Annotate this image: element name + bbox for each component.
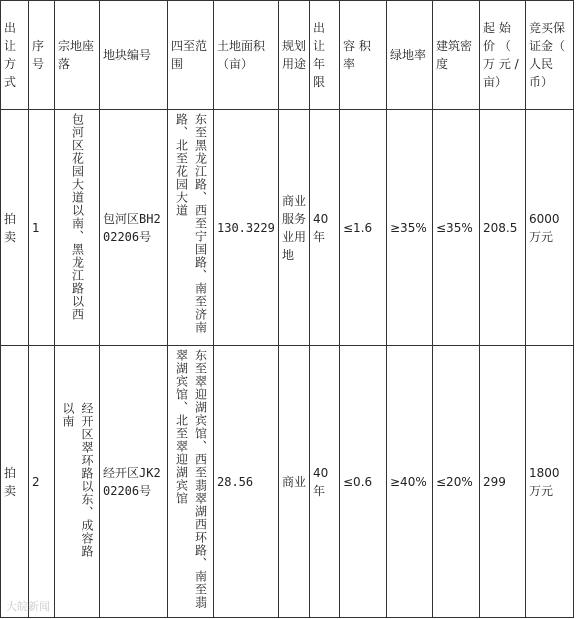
cell-deposit: 6000万元 [526,110,574,346]
cell-use: 商业 [279,346,310,618]
cell-boundary [168,346,214,618]
header-boundary: 四至范围 [168,1,214,110]
watermark-logo: 大皖新闻 [6,600,50,613]
header-area: 土地面积（亩） [214,1,279,110]
location-text: 包河区花园大道以南、黑龙江路以西 [70,112,85,321]
boundary-text: 东至翠迎湖宾馆、西至翡翠湖西环路、南至翡翠湖宾馆、北至翠迎湖宾馆 [174,348,208,609]
header-use: 规划用途 [279,1,310,110]
header-parcel-no: 地块编号 [100,1,168,110]
header-far: 容 积 率 [340,1,387,110]
cell-start-price: 208.5 [480,110,526,346]
cell-boundary [168,110,214,346]
cell-use: 商业服务业用地 [279,110,310,346]
cell-parcel-no: 包河区BH202206号 [100,110,168,346]
header-green: 绿地率 [387,1,433,110]
header-seq: 序号 [29,1,55,110]
header-start-price: 起 始 价 （ 万 元 / 亩） [480,1,526,110]
cell-location [55,346,100,618]
cell-green: ≥40% [387,346,433,618]
cell-term: 40年 [310,346,340,618]
header-row [1,1,574,110]
cell-method: 拍卖 [1,110,29,346]
cell-seq: 1 [29,110,55,346]
table-row [1,110,574,346]
header-density: 建筑密度 [433,1,480,110]
cell-far: ≤0.6 [340,346,387,618]
cell-far: ≤1.6 [340,110,387,346]
location-text: 经开区翠环路以东、成容路以南 [61,401,94,558]
cell-deposit: 1800万元 [526,346,574,618]
cell-term: 40年 [310,110,340,346]
cell-seq: 2 [29,346,55,618]
boundary-text: 东至黑龙江路、西至宁国路、南至济南路、北至花园大道 [174,112,208,334]
header-method: 出让方式 [1,1,29,110]
cell-area: 130.3229 [214,110,279,346]
header-location: 宗地座落 [55,1,100,110]
cell-location [55,110,100,346]
cell-density: ≤35% [433,110,480,346]
cell-density: ≤20% [433,346,480,618]
header-term: 出让年限 [310,1,340,110]
header-deposit: 竞买保证金（ 人民币） [526,1,574,110]
cell-area: 28.56 [214,346,279,618]
cell-method: 拍卖 [1,346,29,618]
cell-parcel-no: 经开区JK202206号 [100,346,168,618]
cell-start-price: 299 [480,346,526,618]
table-row [1,346,574,618]
cell-green: ≥35% [387,110,433,346]
